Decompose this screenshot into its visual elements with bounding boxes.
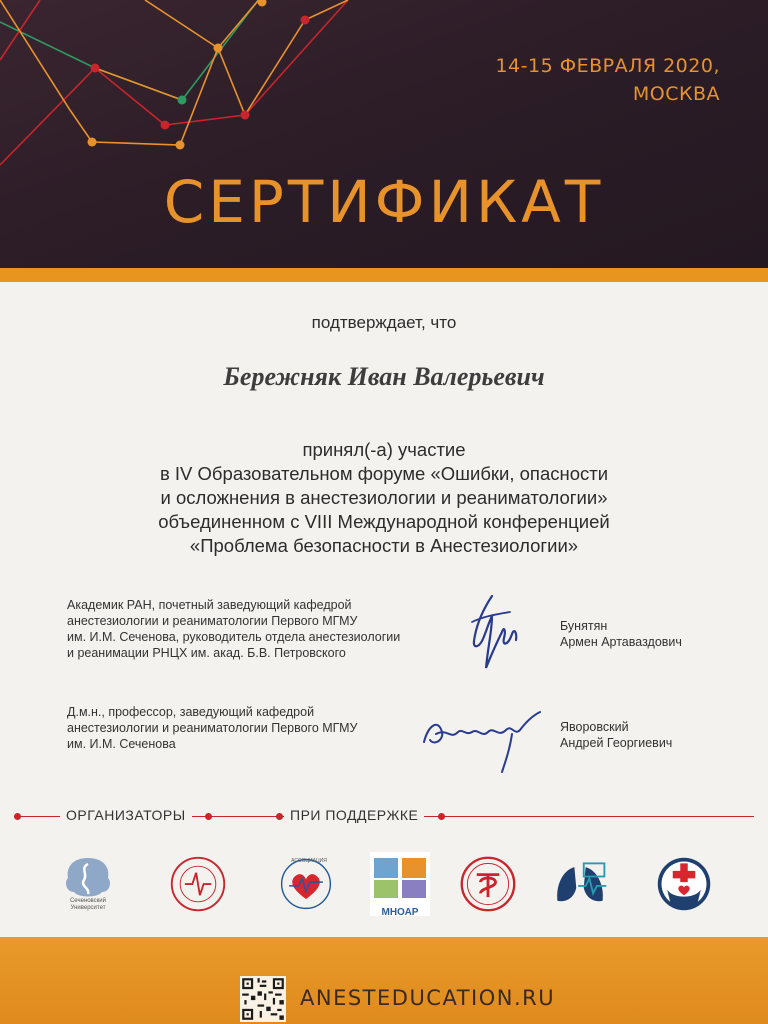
lungs-monitor-logo (550, 852, 610, 916)
signature-2 (416, 704, 548, 776)
signatory-title-line: и реанимации РНЦХ им. акад. Б.В. Петровского (67, 646, 346, 660)
sechenov-caption: Сеченовский Университет (69, 898, 107, 911)
signatory-2-title (67, 704, 427, 752)
participation-line: принял(-а) участие (302, 439, 466, 460)
website-link[interactable]: ANESTEDUCATION.RU (300, 986, 556, 1010)
signatory-2-name (560, 719, 750, 751)
signatory-title-line: им. И.М. Сеченова, руководитель отдела анестезиологии (67, 630, 401, 644)
confirms-text: подтверждает, что (311, 313, 457, 332)
patient-safety-logo (654, 852, 714, 916)
event-dates: 14-15 ФЕВРАЛЯ 2020, (495, 55, 720, 77)
certificate-title: СЕРТИФИКАТ (163, 168, 605, 236)
signatory-surname: Бунятян (560, 619, 608, 633)
signatory-title-line: им. И.М. Сеченова (67, 737, 176, 751)
signatory-title-line: анестезиологии и реаниматологии Первого МГМУ (67, 721, 358, 735)
recipient-name: Бережняк Иван Валерьевич (223, 362, 545, 391)
signatory-1-title (67, 597, 427, 661)
event-city: МОСКВА (632, 83, 720, 105)
signatory-1-name (560, 618, 750, 650)
orange-stripe-top (0, 268, 768, 282)
participation-line: «Проблема безопасности в Анестезиологии» (189, 535, 579, 556)
footer-band (0, 937, 768, 1024)
participation-line: в IV Образовательном форуме «Ошибки, опасности (159, 463, 609, 484)
association-caption: АССОЦИАЦИЯ (291, 858, 327, 864)
participation-text (0, 438, 768, 558)
signature-1 (462, 586, 522, 678)
mnoar-label: МНОАР (381, 907, 419, 918)
header-banner (0, 0, 768, 270)
support-label: ПРИ ПОДДЕРЖКЕ (284, 807, 424, 823)
organizers-label: ОРГАНИЗАТОРЫ (60, 807, 192, 823)
signatory-given-names: Андрей Георгиевич (560, 736, 673, 750)
signatory-given-names: Армен Артаваздович (560, 635, 682, 649)
signatory-surname: Яворовский (560, 720, 629, 734)
signatory-title-line: Академик РАН, почетный заведующий кафедрой (67, 598, 352, 612)
participation-line: объединенном с VIII Международной конференцией (158, 511, 610, 532)
ftr-federation-logo (458, 852, 518, 916)
qr-code-icon (240, 976, 286, 1022)
event-date-location (495, 52, 720, 108)
circular-seal-logo (168, 852, 228, 916)
signatory-title-line: Д.м.н., профессор, заведующий кафедрой (67, 705, 315, 719)
participation-line: и осложнения в анестезиологии и реаниматологии» (160, 487, 608, 508)
mnoar-logo (370, 852, 430, 916)
signatory-title-line: анестезиологии и реаниматологии Первого МГМУ (67, 614, 358, 628)
